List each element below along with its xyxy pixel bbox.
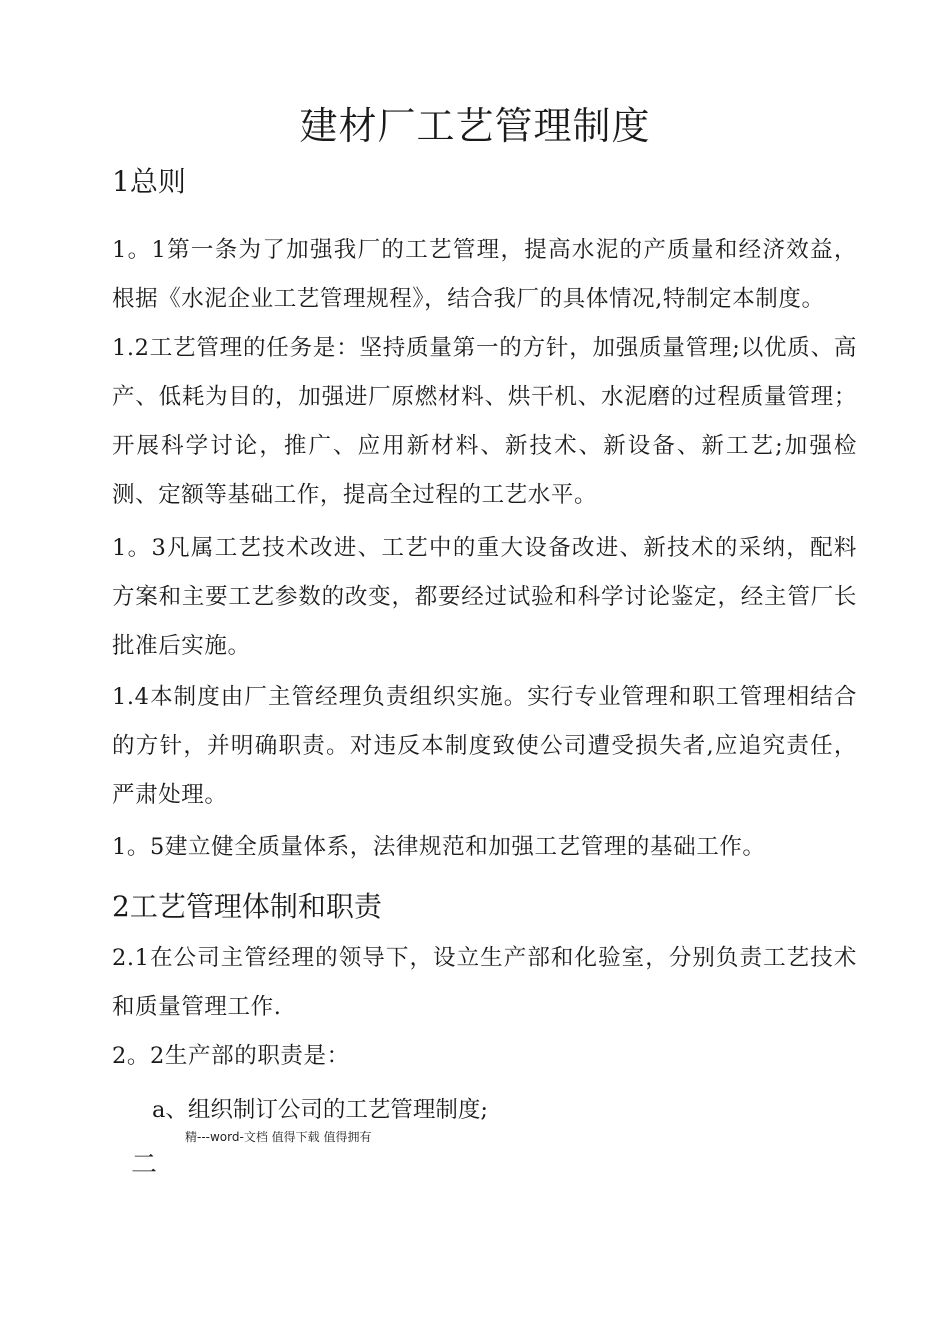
section-1-heading: 1总则	[112, 165, 186, 198]
footer-watermark-note: 精---word-文档 值得下载 值得拥有	[185, 1130, 372, 1144]
page-number-mark: 二	[131, 1150, 158, 1180]
paragraph-1-4: 1.4本制度由厂主管经理负责组织实施。实行专业管理和职工管理相结合的方针，并明确职责。对违反本制度致使公司遭受损失者,应追究责任，严肃处理。	[112, 684, 857, 808]
document-title: 建材厂工艺管理制度	[299, 104, 651, 148]
paragraph-2-2: 2。2生产部的职责是：	[112, 1043, 350, 1069]
paragraph-2-1: 2.1在公司主管经理的领导下，设立生产部和化验室，分别负责工艺技术和质量管理工作.	[112, 945, 857, 1020]
paragraph-1-2: 1.2工艺管理的任务是：坚持质量第一的方针，加强质量管理;以优质、高产、低耗为目的，加强进厂原燃材料、烘干机、水泥磨的过程质量管理；开展科学讨论，推广、应用新材料、新技术、新设备、新工艺;加强检测、定额等基础工作，提高全过程的工艺水平。	[112, 335, 857, 508]
section-2-heading: 2工艺管理体制和职责	[112, 890, 382, 923]
paragraph-1-1: 1。1第一条为了加强我厂的工艺管理，提高水泥的产质量和经济效益，根据《水泥企业工艺管理规程》，结合我厂的具体情况,特制定本制度。	[112, 237, 857, 312]
paragraph-1-5: 1。5建立健全质量体系，法律规范和加强工艺管理的基础工作。	[112, 834, 766, 860]
paragraph-1-3: 1。3凡属工艺技术改进、工艺中的重大设备改进、新技术的采纳，配料方案和主要工艺参数的改变，都要经过试验和科学讨论鉴定，经主管厂长批准后实施。	[112, 535, 857, 659]
list-item-a: a、组织制订公司的工艺管理制度;	[152, 1097, 488, 1123]
